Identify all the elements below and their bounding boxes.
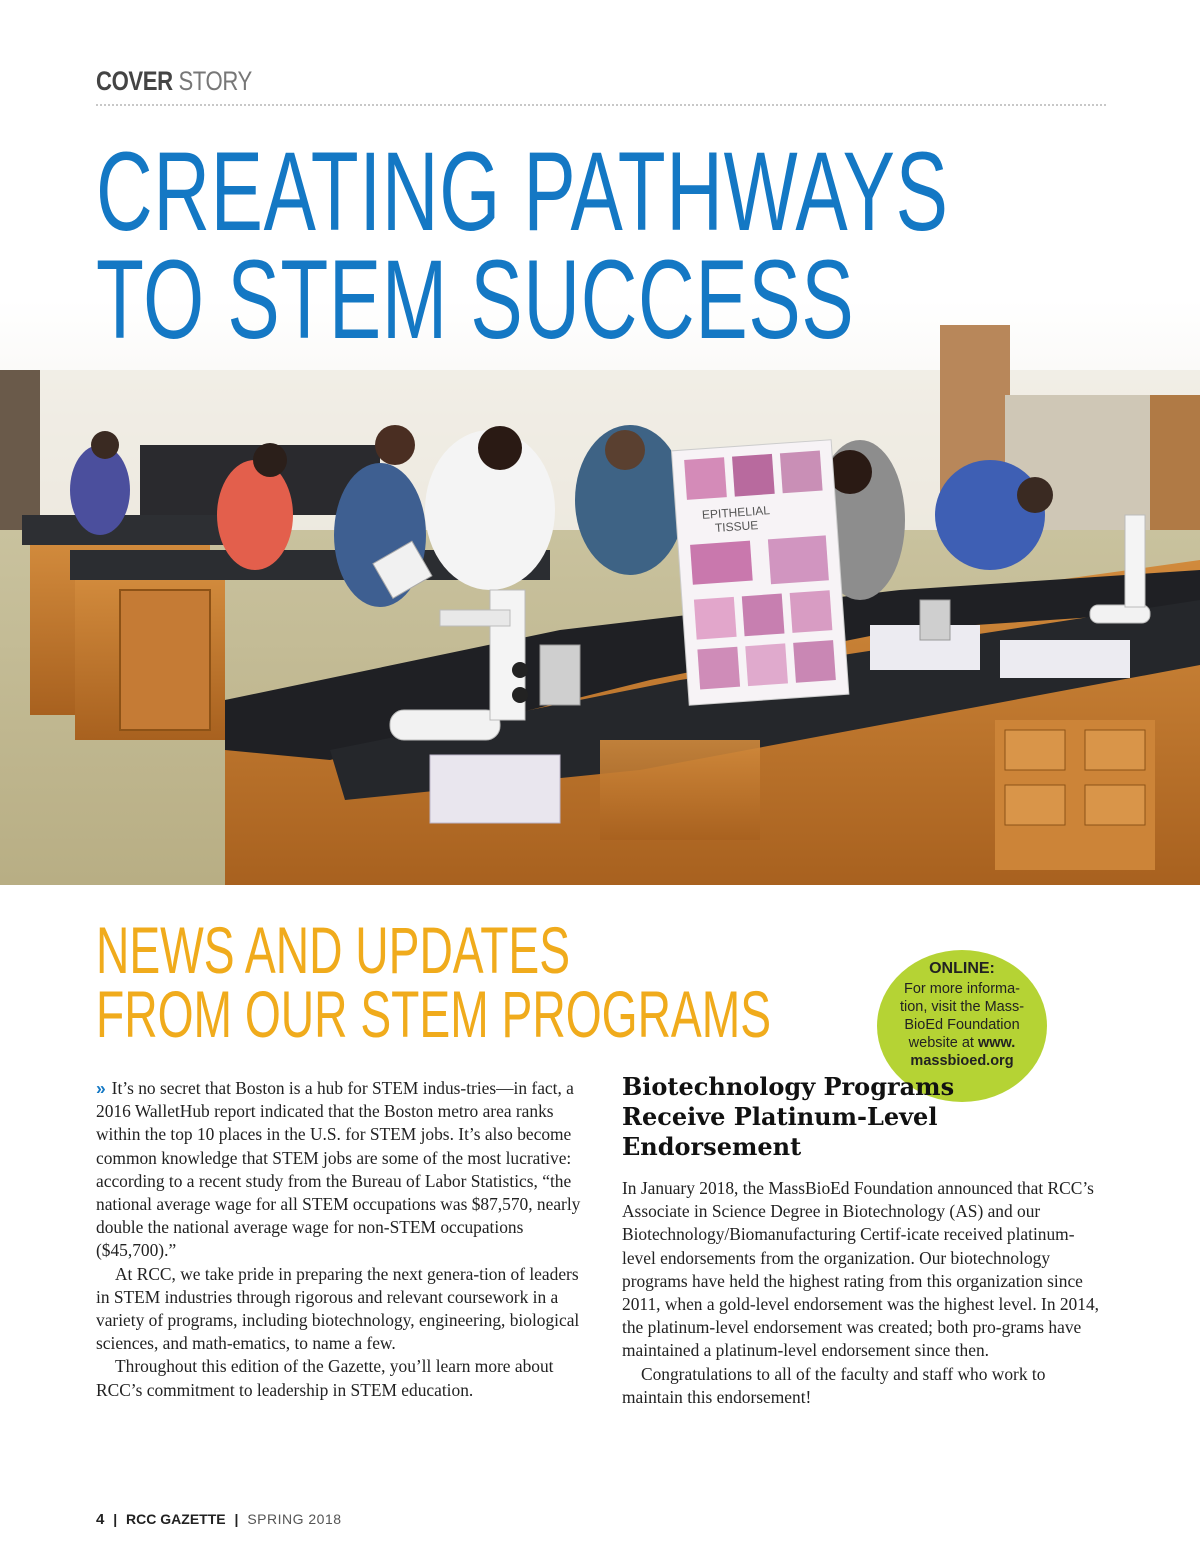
footer-separator: | [234,1511,239,1527]
intro-paragraph-1 [96,1077,582,1263]
section-label-bold: COVER [96,66,173,96]
poster-label-line-1: EPITHELIAL [701,503,771,522]
page-title-line-2: TO STEM SUCCESS [96,237,855,362]
section-subheading [96,913,772,1051]
online-badge-title: ONLINE: [929,960,995,977]
chevron-icon: » [96,1078,106,1098]
intro-paragraph-1-text: It’s no secret that Boston is a hub for STEM indus-tries—in fact, a 2016 WalletHub report indicated that the Boston metro area ranks within the top 10 places in the U.S. for STEM jobs. It’s also become common knowledge that STEM jobs are some of the most lucrative: according to a recent study from the Bureau of Labor Statistics, “the national average wage for all STEM occupations was $87,570, nearly double the national average wage for non-STEM occupations ($45,700).” [96,1078,581,1261]
intro-paragraph-3: Throughout this edition of the Gazette, you’ll learn more about RCC’s commitment to leadership in STEM education. [96,1356,554,1400]
footer-separator: | [113,1511,118,1527]
biotech-paragraph-2: Congratulations to all of the faculty and staff who work to maintain this endorsement! [622,1363,1046,1407]
massbioed-link[interactable]: www. massbioed.org [910,1035,1016,1069]
page-footer [96,1511,342,1528]
intro-article-column [96,1077,582,1402]
section-subheading-line-1: NEWS AND UPDATES [96,913,571,987]
biotech-article-heading: Biotechnology Programs Receive Platinum-Level Endorsement [622,1072,955,1161]
section-subheading-line-2: FROM OUR STEM PROGRAMS [96,977,772,1051]
lab-classroom-photo [0,300,1200,885]
intro-paragraph-2: At RCC, we take pride in preparing the next genera-tion of leaders in STEM industries through rigorous and relevant coursework in a variety of programs, including biotechnology, engineering, biological sciences, and math-ematics, to name a few. [96,1263,580,1354]
header-divider [96,104,1106,106]
section-label-light: STORY [178,66,252,96]
poster-label-line-2: TISSUE [714,518,759,536]
section-label [96,66,252,97]
biotech-paragraph-1: In January 2018, the MassBioEd Foundation announced that RCC’s Associate in Science Degree in Biotechnology (AS) and our Biotechnology/Biomanufacturing Certif-icate received platinum-level endorsements from the organization. Our biotechnology programs have held the highest rating from this organization since 2011, when a gold-level endorsement was the highest level. In 2014, the platinum-level endorsement was created; both pro-grams have maintained a platinum-level endorsement since then. [622,1178,1099,1361]
page-number: 4 [96,1511,105,1528]
page-title [96,129,949,362]
publication-name: RCC GAZETTE [126,1511,226,1527]
biotech-article-column [622,1177,1108,1409]
online-badge-description: For more informa-tion, visit the Mass-BioEd Foundation website at [899,981,1025,1051]
issue-label: SPRING 2018 [247,1511,342,1527]
page-title-line-1: CREATING PATHWAYS [96,129,949,254]
online-badge-text [891,980,1033,1070]
